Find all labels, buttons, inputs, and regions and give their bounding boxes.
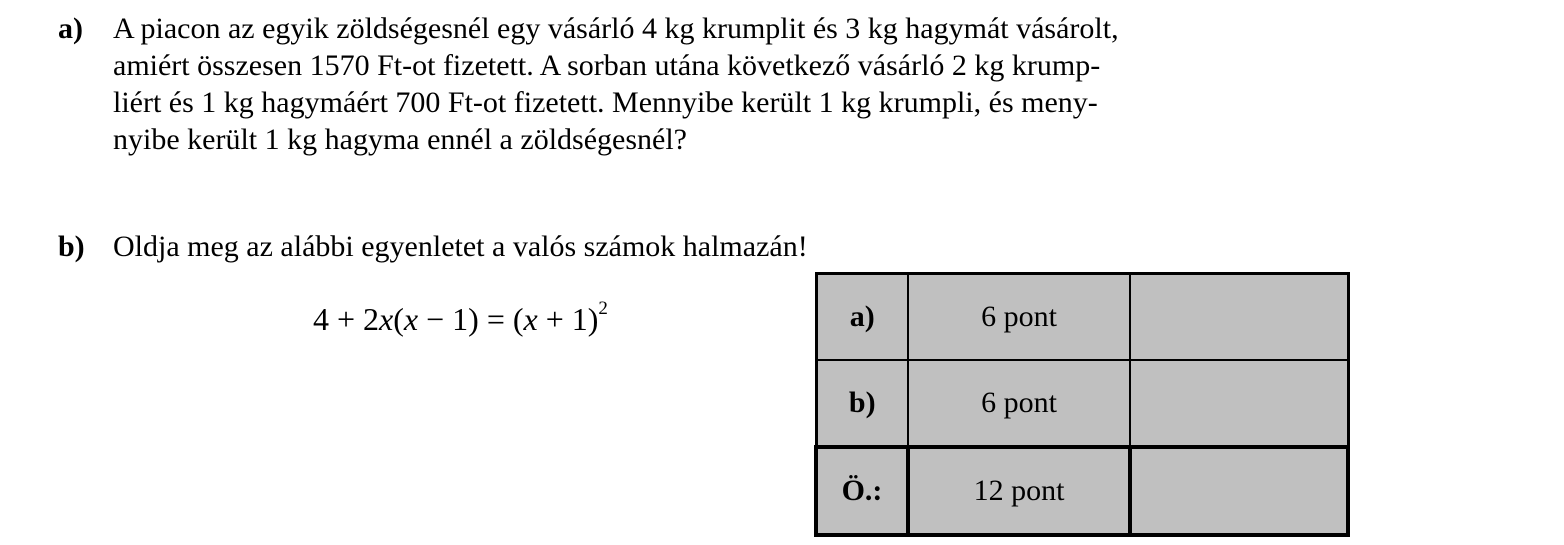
- table-row: [816, 274, 1348, 361]
- total-score-cell: [1130, 447, 1348, 535]
- part-cell: b): [816, 360, 908, 447]
- score-table: [814, 272, 1350, 537]
- score-cell: [1130, 274, 1348, 361]
- total-label-cell: Ö.:: [816, 447, 908, 535]
- total-row: [816, 447, 1348, 535]
- total-points-cell: 12 pont: [908, 447, 1130, 535]
- task-a-text: [113, 10, 1119, 158]
- task-a-line: liért és 1 kg hagymáért 700 Ft-ot fizetett. Mennyibe került 1 kg krumpli, és meny-: [113, 86, 1098, 119]
- task-a-line: nyibe került 1 kg hagyma ennél a zöldségesnél?: [113, 123, 687, 156]
- task-a-label: a): [58, 12, 83, 45]
- table-row: [816, 360, 1348, 447]
- max-points-cell: 6 pont: [908, 274, 1130, 361]
- max-points-cell: 6 pont: [908, 360, 1130, 447]
- task-a-line: amiért összesen 1570 Ft-ot fizetett. A sorban utána következő vásárló 2 kg krump-: [113, 49, 1101, 82]
- task-a-line: A piacon az egyik zöldségesnél egy vásárló 4 kg krumplit és 3 kg hagymát vásárolt,: [113, 12, 1119, 45]
- part-cell: a): [816, 274, 908, 361]
- task-b-text: Oldja meg az alábbi egyenletet a valós számok halmazán!: [113, 230, 808, 263]
- equation: $4 + 2x(x - 1) = (x + 1)^2$: [313, 298, 608, 337]
- score-cell: [1130, 360, 1348, 447]
- task-b-label: b): [58, 230, 85, 263]
